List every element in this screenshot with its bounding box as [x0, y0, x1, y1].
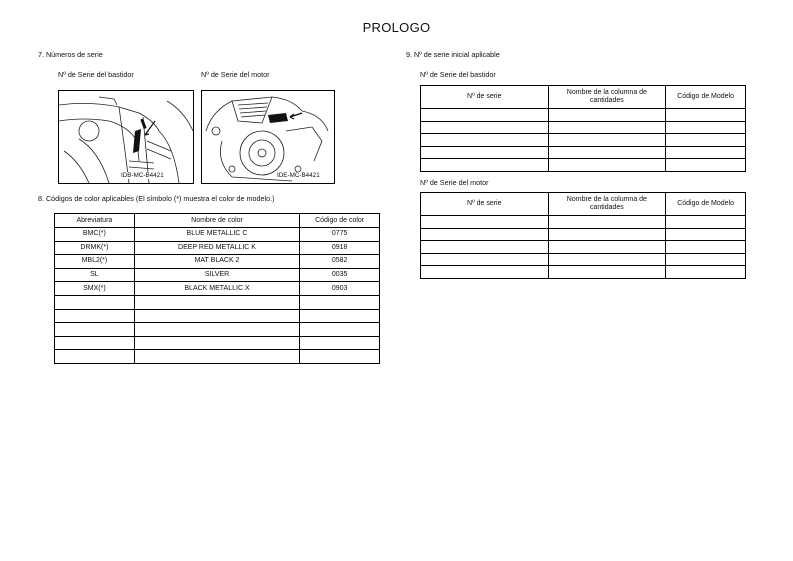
engine-serial-table — [420, 192, 746, 279]
table-row — [55, 241, 380, 255]
table-cell — [55, 323, 135, 337]
page-title: PROLOGO — [362, 20, 431, 35]
table-cell — [134, 350, 299, 364]
table-cell: BMC(*) — [55, 228, 135, 242]
table-cell — [666, 146, 746, 159]
frame-illustration — [59, 91, 193, 183]
engine-image-code: IDE-MC-B4421 — [277, 172, 320, 179]
table-row — [421, 266, 746, 279]
table-cell — [300, 309, 380, 323]
table-cell — [548, 228, 666, 241]
table-cell — [421, 159, 549, 172]
header-quantity-column: Nombre de la columna de cantidades — [548, 86, 666, 109]
table-cell — [421, 121, 549, 134]
table-cell — [421, 134, 549, 147]
header-model-code: Código de Modelo — [666, 193, 746, 216]
color-table-header-row — [55, 214, 380, 228]
table-cell — [55, 350, 135, 364]
table-cell — [421, 146, 549, 159]
table-row — [421, 146, 746, 159]
table-cell — [666, 109, 746, 122]
table-cell — [134, 295, 299, 309]
table-cell — [548, 253, 666, 266]
table-row — [421, 216, 746, 229]
table-cell — [548, 121, 666, 134]
frame-serial-table — [420, 85, 746, 172]
engine-serial-image — [201, 90, 335, 184]
table-row — [55, 323, 380, 337]
table-cell — [666, 228, 746, 241]
header-abbreviation: Abreviatura — [55, 214, 135, 228]
table-cell — [134, 336, 299, 350]
table-cell — [421, 228, 549, 241]
engine-table-header-row — [421, 193, 746, 216]
table-row — [55, 228, 380, 242]
section-7-heading: 7. Números de serie — [38, 50, 103, 59]
table-cell: DRMK(*) — [55, 241, 135, 255]
table-cell — [666, 159, 746, 172]
table-cell — [666, 121, 746, 134]
header-model-code: Código de Modelo — [666, 86, 746, 109]
table-cell — [548, 109, 666, 122]
table-row — [55, 336, 380, 350]
table-cell — [134, 323, 299, 337]
table-row — [421, 159, 746, 172]
table-row — [55, 309, 380, 323]
table-cell — [421, 253, 549, 266]
table-cell — [548, 266, 666, 279]
engine-serial-label: Nº de Serie del motor — [201, 70, 270, 79]
table-cell — [666, 266, 746, 279]
table-cell: 0918 — [300, 241, 380, 255]
table-cell — [666, 241, 746, 254]
table-cell — [134, 309, 299, 323]
section-8-heading: 8. Códigos de color aplicables (El símbolo (*) muestra el color de modelo.) — [38, 194, 275, 203]
table-row — [421, 228, 746, 241]
table-cell: BLUE METALLIC C — [134, 228, 299, 242]
table-row — [55, 282, 380, 296]
table-cell — [421, 216, 549, 229]
table-cell — [666, 253, 746, 266]
header-color-name: Nombre de color — [134, 214, 299, 228]
table-row — [55, 268, 380, 282]
table-cell — [548, 134, 666, 147]
table-row — [55, 350, 380, 364]
table-cell — [300, 323, 380, 337]
table-cell — [421, 241, 549, 254]
header-serial-number: Nº de serie — [421, 86, 549, 109]
table-cell — [55, 295, 135, 309]
table-row — [421, 134, 746, 147]
table-cell: 0775 — [300, 228, 380, 242]
table-cell — [421, 266, 549, 279]
table-cell — [421, 109, 549, 122]
table-cell: BLACK METALLIC X — [134, 282, 299, 296]
header-color-code: Código de color — [300, 214, 380, 228]
header-quantity-column: Nombre de la columna de cantidades — [548, 193, 666, 216]
table-cell: MBL2(*) — [55, 255, 135, 269]
table-row — [55, 255, 380, 269]
table-row — [55, 295, 380, 309]
table-cell — [548, 216, 666, 229]
table-row — [421, 109, 746, 122]
table-cell — [548, 159, 666, 172]
frame-image-code: IDB-MC-B4421 — [121, 172, 164, 179]
frame-table-header-row — [421, 86, 746, 109]
table-cell: 0582 — [300, 255, 380, 269]
table-cell: SMX(*) — [55, 282, 135, 296]
frame-start-serial-label: Nº de Serie del bastidor — [420, 70, 496, 79]
table-cell — [55, 336, 135, 350]
engine-illustration — [202, 91, 334, 183]
table-cell: DEEP RED METALLIC K — [134, 241, 299, 255]
table-cell: MAT BLACK 2 — [134, 255, 299, 269]
table-row — [421, 241, 746, 254]
table-cell — [666, 216, 746, 229]
table-cell — [300, 350, 380, 364]
table-cell — [548, 241, 666, 254]
table-cell: SILVER — [134, 268, 299, 282]
section-9-heading: 9. Nº de serie inicial aplicable — [406, 50, 500, 59]
header-serial-number: Nº de serie — [421, 193, 549, 216]
frame-serial-label: Nº de Serie del bastidor — [58, 70, 134, 79]
table-cell: 0035 — [300, 268, 380, 282]
table-cell — [55, 309, 135, 323]
table-cell — [300, 295, 380, 309]
frame-serial-image — [58, 90, 194, 184]
table-cell — [548, 146, 666, 159]
table-row — [421, 121, 746, 134]
table-cell — [300, 336, 380, 350]
engine-start-serial-label: Nº de Serie del motor — [420, 178, 489, 187]
table-cell: 0903 — [300, 282, 380, 296]
table-cell: SL — [55, 268, 135, 282]
table-cell — [666, 134, 746, 147]
table-row — [421, 253, 746, 266]
color-codes-table — [54, 213, 380, 364]
